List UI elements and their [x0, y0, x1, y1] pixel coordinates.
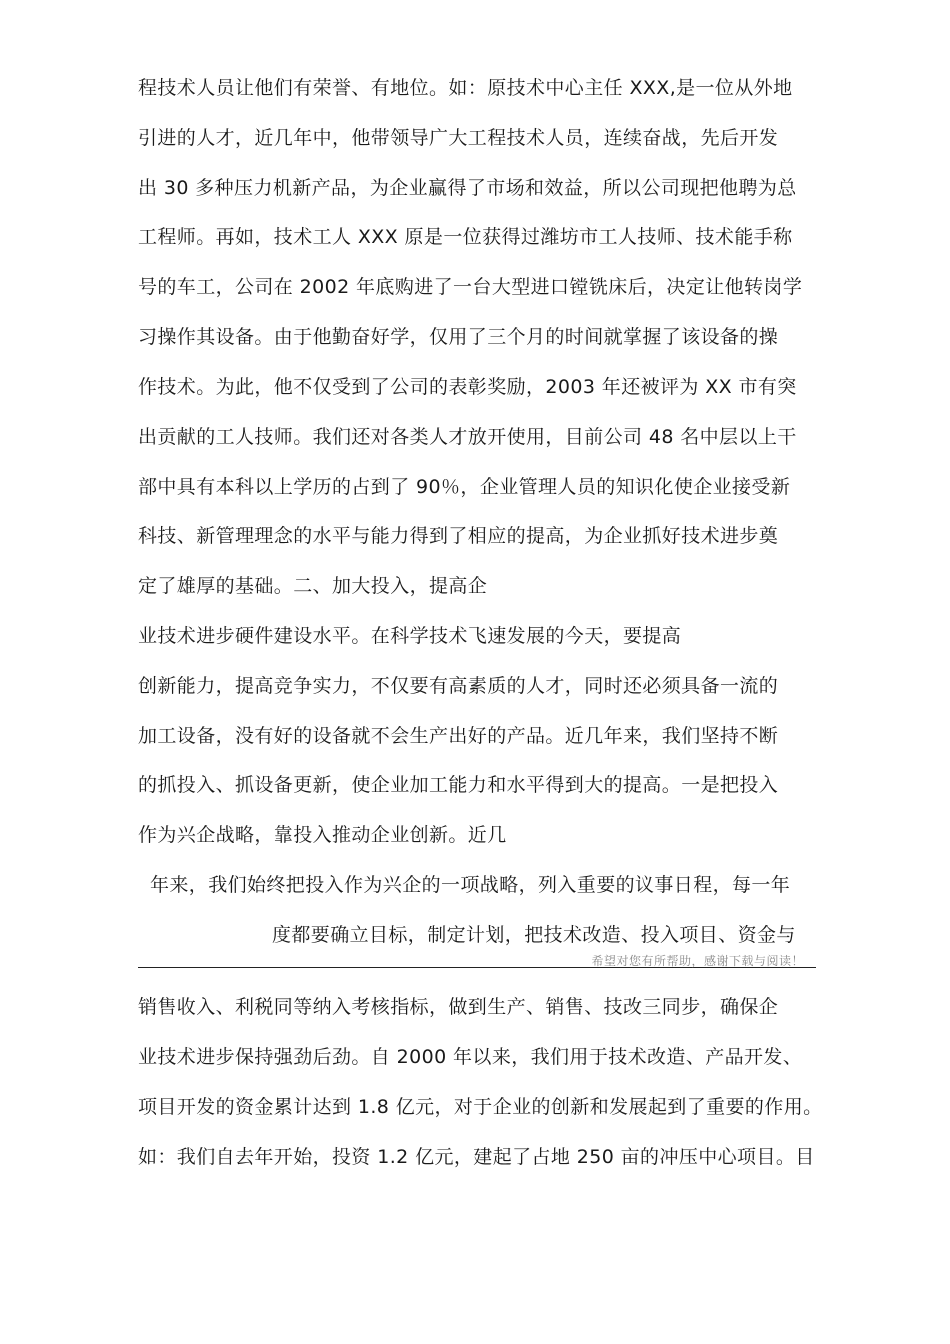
body-text-line: 加工设备，没有好的设备就不会生产出好的产品。近几年来，我们坚持不断 [138, 725, 779, 747]
body-text-line-indented: 年来，我们始终把投入作为兴企的一项战略，列入重要的议事日程，每一年 [150, 874, 791, 896]
body-text-line: 的抓投入、抓设备更新，使企业加工能力和水平得到大的提高。一是把投入 [138, 774, 779, 796]
body-text-line: 部中具有本科以上学历的占到了 90％，企业管理人员的知识化使企业接受新 [138, 476, 791, 498]
body-text-line: 业技术进步保持强劲后劲。自 2000 年以来，我们用于技术改造、产品开发、 [138, 1046, 803, 1068]
body-text-line: 创新能力，提高竞争实力，不仅要有高素质的人才，同时还必须具备一流的 [138, 675, 779, 697]
body-text-line: 作技术。为此，他不仅受到了公司的表彰奖励，2003 年还被评为 XX 市有突 [138, 376, 797, 398]
body-text-line: 出贡献的工人技师。我们还对各类人才放开使用，目前公司 48 名中层以上干 [138, 426, 797, 448]
page-footer-note: 希望对您有所帮助，感谢下载与阅读！ [591, 954, 804, 968]
body-text-line: 定了雄厚的基础。二、加大投入，提高企 [138, 575, 488, 597]
body-text-line: 业技术进步硬件建设水平。在科学技术飞速发展的今天，要提高 [138, 625, 682, 647]
body-text-line: 习操作其设备。由于他勤奋好学，仅用了三个月的时间就掌握了该设备的操 [138, 326, 779, 348]
body-text-line: 工程师。再如，技术工人 XXX 原是一位获得过潍坊市工人技师、技术能手称 [138, 226, 793, 248]
body-text-line: 引进的人才，近几年中，他带领导广大工程技术人员，连续奋战，先后开发 [138, 127, 779, 149]
body-text-line: 科技、新管理理念的水平与能力得到了相应的提高，为企业抓好技术进步奠 [138, 525, 779, 547]
body-text-line: 出 30 多种压力机新产品，为企业赢得了市场和效益，所以公司现把他聘为总 [138, 177, 797, 199]
body-text-line: 程技术人员让他们有荣誉、有地位。如：原技术中心主任 XXX,是一位从外地 [138, 77, 793, 99]
body-text-line: 号的车工，公司在 2002 年底购进了一台大型进口镗铣床后，决定让他转岗学 [138, 276, 803, 298]
body-text-line: 作为兴企战略，靠投入推动企业创新。近几 [138, 824, 507, 846]
body-text-line: 销售收入、利税同等纳入考核指标，做到生产、销售、技改三同步，确保企 [138, 996, 779, 1018]
body-text-line: 项目开发的资金累计达到 1.8 亿元，对于企业的创新和发展起到了重要的作用。 [138, 1096, 823, 1118]
body-text-line: 如：我们自去年开始，投资 1.2 亿元，建起了占地 250 亩的冲压中心项目。目 [138, 1146, 815, 1168]
body-text-line-indented: 度都要确立目标，制定计划，把技术改造、投入项目、资金与 [272, 924, 796, 946]
